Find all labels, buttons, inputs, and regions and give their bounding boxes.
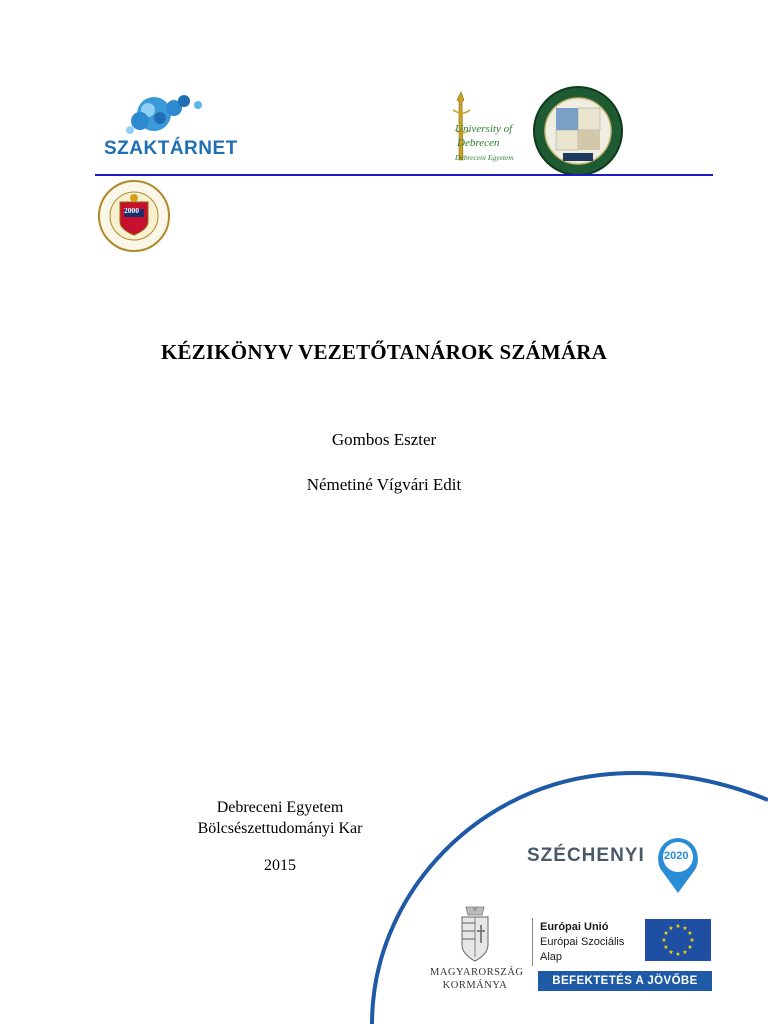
nyf-seal-year: 2000 [124,206,139,215]
svg-text:★: ★ [668,925,674,932]
svg-text:★: ★ [687,930,693,937]
svg-text:★: ★ [661,937,667,944]
header-divider [95,174,713,176]
author-name: Németiné Vígvári Edit [306,475,462,494]
szechenyi-pin [654,835,702,895]
svg-text:★: ★ [668,949,674,956]
publication-year: 2015 [264,857,296,874]
szaktarnet-logo [100,88,240,163]
svg-text:★: ★ [663,930,669,937]
invest-in-future-banner: BEFEKTETÉS A JÖVŐBE [538,971,712,991]
szechenyi-label: SZÉCHENYI [527,845,645,866]
svg-text:★: ★ [687,944,693,951]
hungarian-government-logo [430,905,524,995]
svg-text:★: ★ [682,925,688,932]
eu-line3: Alap [540,951,563,963]
szechenyi-year: 2020 [664,850,689,862]
svg-text:★: ★ [675,923,681,930]
eu-flag-icon [645,919,711,961]
eu-divider [532,918,533,966]
reformed-college-seal-icon [530,86,628,176]
svg-text:★: ★ [675,951,681,958]
reformed-college-seal [530,86,628,176]
government-line1: MAGYARORSZÁG [430,967,524,978]
university-logo-line1: University of [455,123,513,135]
szechenyi-pin-icon [654,835,702,895]
eu-line1: Európai Unió [540,921,609,933]
svg-text:★: ★ [663,944,669,951]
hungarian-coat-of-arms-icon [430,905,520,965]
university-of-debrecen-logo [443,90,528,170]
nyiregyhaza-college-seal [88,180,180,254]
university-logo-line3: Debreceni Egyetem [455,153,514,162]
svg-text:★: ★ [682,949,688,956]
publisher-institution: Debreceni Egyetem [216,799,344,816]
document-title: KÉZIKÖNYV VEZETŐTANÁROK SZÁMÁRA [160,340,608,364]
svg-text:★: ★ [689,937,695,944]
author-name: Gombos Eszter [331,430,437,449]
szaktarnet-logo-icon [100,88,240,138]
eu-text-block [540,920,624,965]
publisher-faculty: Bölcsészettudományi Kar [197,820,363,837]
publisher-block [180,797,380,876]
szaktarnet-logo-text: SZAKTÁRNET [104,138,238,159]
government-line2: KORMÁNYA [442,980,508,991]
eu-line2: Európai Szociális [540,936,625,948]
nyiregyhaza-college-seal-icon [88,180,180,254]
university-logo-line2: Debrecen [457,137,500,149]
